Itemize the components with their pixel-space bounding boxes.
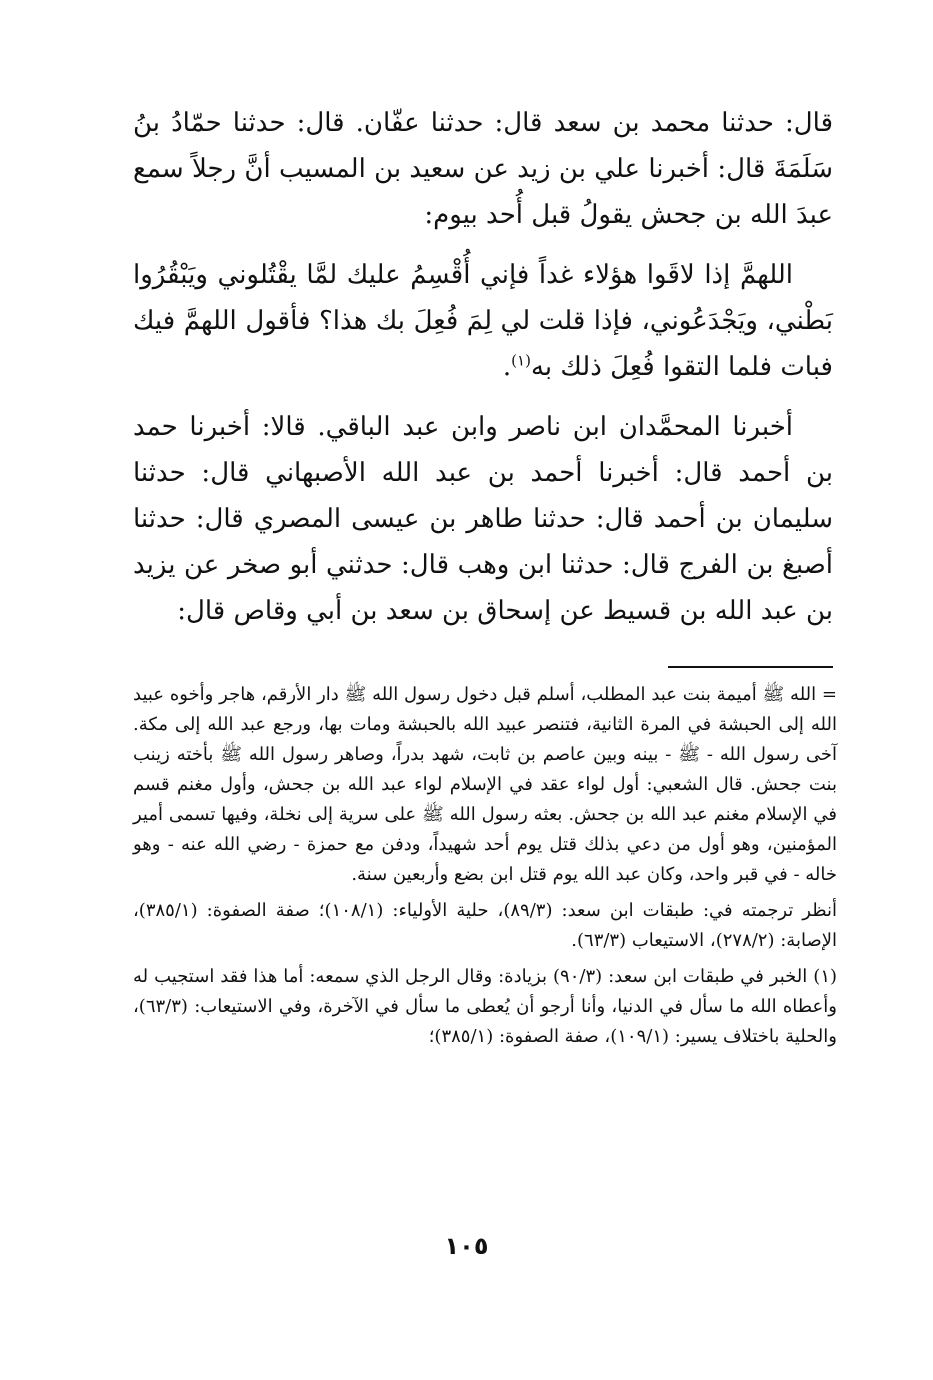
page-number: ١٠٥ [444, 1232, 489, 1260]
supplication-end: . [502, 352, 512, 382]
footnote-separator [668, 666, 833, 668]
footnote-1-text: الخبر في طبقات ابن سعد: (٩٠/٣) بزيادة: وقال الرجل الذي سمعه: أما هذا فقد استجيب له وأعطاه الله ما سأل في الدنيا، وأنا أرجو أن يُعطى ما سأل في الآخرة، وفي الاستيعاب: (٦٣/٣)، والحلية باختلاف يسير: (١٠٩/١)، صفة الصفوة: (٣٨٥/١)؛ [133, 966, 837, 1047]
paragraph-isnad-2: أخبرنا المحمَّدان ابن ناصر وابن عبد الباقي. قالا: أخبرنا حمد بن أحمد قال: أخبرنا أحمد بن عبد الله الأصبهاني قال: حدثنا سليمان بن أحمد قال: حدثنا طاهر بن عيسى المصري قال: حدثنا أصبغ بن الفرج قال: حدثنا ابن وهب قال: حدثني أبو صخر عن يزيد بن عبد الله بن قسيط عن إسحاق بن سعد بن أبي وقاص قال: [133, 412, 833, 626]
supplication-text: اللهمَّ إذا لاقَوا هؤلاء غداً فإني أُقْسِمُ عليك لمَّا يقْتُلوني ويَبْقُرُوا بَطْني، ويَجْدَعُوني، فإذا قلت لي لِمَ فُعِلَ بك هذا؟ فأقول اللهمَّ فيك فبات فلما التقوا فُعِلَ ذلك به [133, 260, 833, 382]
footnote-1-marker: (١) [813, 966, 838, 987]
main-text [133, 100, 833, 648]
paragraph-supplication [133, 252, 833, 390]
footnote-reference: (١) [511, 351, 531, 370]
footnote-continuation: = الله ﷺ أميمة بنت عبد المطلب، أسلم قبل دخول رسول الله ﷺ دار الأرقم، هاجر وأخوه عبيد الله إلى الحبشة في المرة الثانية، فتنصر عبيد الله بالحبشة ومات بها، ورجع عبد الله إلى مكة. آخى رسول الله - ﷺ - بينه وبين عاصم بن ثابت، شهد بدراً، وصاهر رسول الله ﷺ بأخته زينب بنت جحش. قال الشعبي: أول لواء عقد في الإسلام لواء عبد الله بن جحش، وأول مغنم قسم في الإسلام مغنم عبد الله بن جحش. بعثه رسول الله ﷺ على سرية إلى نخلة، وفيها تسمى أمير المؤمنين، وهو أول من دعي بذلك قتل يوم أحد شهيداً، ودفن مع حمزة - رضي الله عنه - وهو خاله - في قبر واحد، وكان عبد الله يوم قتل ابن بضع وأربعين سنة. [133, 684, 837, 885]
footnotes-section [133, 680, 837, 1058]
footnote-sources: أنظر ترجمته في: طبقات ابن سعد: (٨٩/٣)، حلية الأولياء: (١٠٨/١)؛ صفة الصفوة: (٣٨٥/١)، الإصابة: (٢٧٨/٢)، الاستيعاب (٦٣/٣). [133, 900, 838, 951]
footnote-1 [133, 962, 837, 1052]
paragraph-isnad-1: قال: حدثنا محمد بن سعد قال: حدثنا عفّان. قال: حدثنا حمّادُ بنُ سَلَمَةَ قال: أخبرنا علي بن زيد عن سعيد بن المسيب أنَّ رجلاً سمع عبدَ الله بن جحش يقولُ قبل أُحد بيوم: [133, 108, 833, 230]
